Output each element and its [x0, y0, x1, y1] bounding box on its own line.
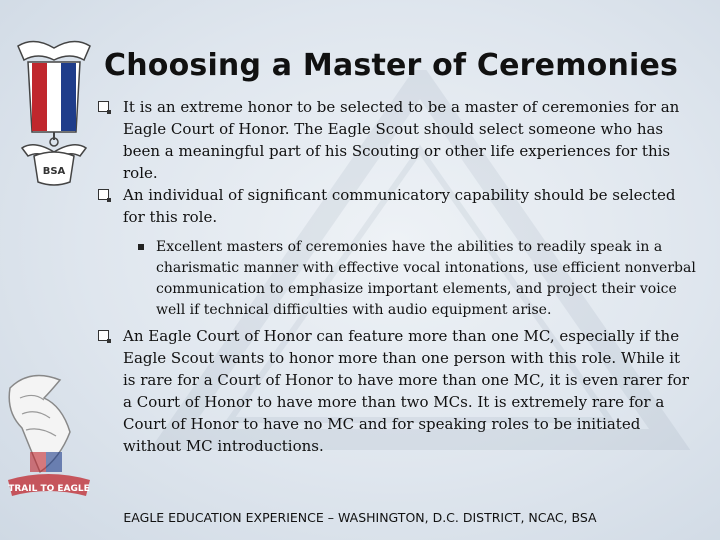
svg-text:TRAIL TO EAGLE: TRAIL TO EAGLE — [8, 484, 90, 494]
slide-footer: EAGLE EDUCATION EXPERIENCE – WASHINGTON, D.C. DISTRICT, NCAC, BSA — [123, 510, 597, 525]
eagle-head-icon — [0, 368, 96, 508]
slide-title: Choosing a Master of Ceremonies — [104, 48, 679, 83]
checkbox-bullet-icon — [98, 101, 109, 112]
bullet-text: An Eagle Court of Honor can feature more than one MC, especially if the Eagle Scout wants to honor more than one person with this role. While it is rare for a Court of Honor to have more than one MC, it is even rarer for a Court of Honor to have more than two MCs. It is extremely rare for a Court of Honor to have no MC and for speaking roles to be initiated without MC introductions. — [123, 327, 689, 455]
bullet-list — [96, 96, 696, 457]
eagle-medal-icon — [14, 36, 94, 188]
sub-bullet-text: Excellent masters of ceremonies have the abilities to readily speak in a charismatic manner with effective vocal intonations, use efficient nonverbal communication to emphasize important elements, and project their voice well if technical difficulties with audio equipment arise. — [156, 239, 696, 318]
sub-bullet-item — [96, 237, 696, 321]
bullet-item — [96, 96, 696, 184]
svg-text:BSA: BSA — [42, 166, 66, 177]
bullet-item — [96, 325, 696, 457]
bullet-text: It is an extreme honor to be selected to be a master of ceremonies for an Eagle Court of Honor. The Eagle Scout should select someone who has been a meaningful part of his Scouting or other life experiences for this role. — [123, 98, 680, 182]
square-bullet-icon — [138, 244, 144, 250]
checkbox-bullet-icon — [98, 330, 109, 341]
checkbox-bullet-icon — [98, 189, 109, 200]
bullet-text: An individual of significant communicatory capability should be selected for this role. — [123, 186, 676, 226]
bullet-item — [96, 184, 696, 228]
